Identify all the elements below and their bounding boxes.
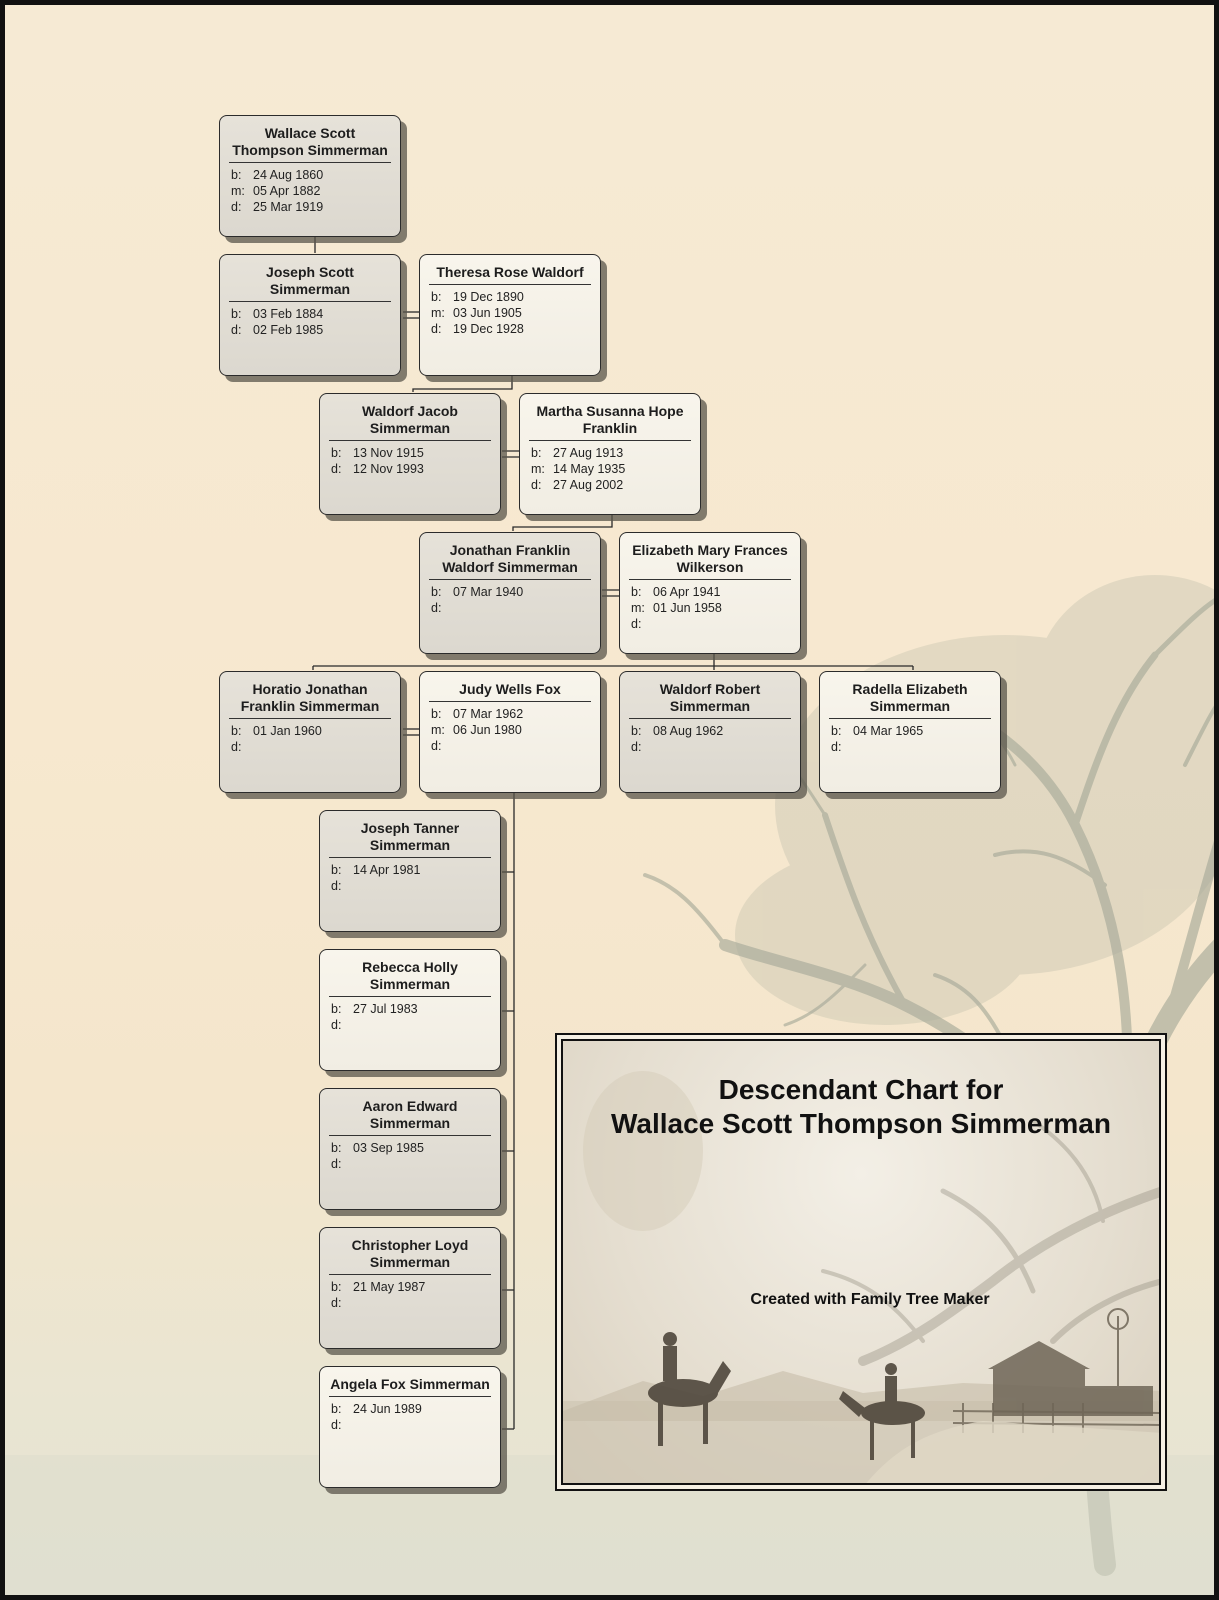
- fact-label: b:: [231, 168, 242, 182]
- fact-row: [531, 445, 700, 461]
- fact-value: 01 Jun 1958: [653, 601, 722, 615]
- fact-value: 06 Jun 1980: [453, 723, 522, 737]
- fact-row: [431, 289, 600, 305]
- person-facts: [331, 1001, 500, 1033]
- person-facts: [331, 1279, 500, 1311]
- fact-label: d:: [331, 1157, 342, 1171]
- fact-row: [531, 477, 700, 493]
- person-name: Waldorf Jacob Simmerman: [329, 403, 491, 441]
- fact-row: [331, 1295, 500, 1311]
- fact-row: [631, 739, 800, 755]
- person-facts: [231, 306, 400, 338]
- title-box: [555, 1033, 1167, 1491]
- fact-row: [331, 1017, 500, 1033]
- fact-label: m:: [431, 306, 445, 320]
- fact-label: d:: [631, 617, 642, 631]
- person-card-waldorf-robert[interactable]: [619, 671, 801, 793]
- person-facts: [431, 289, 600, 337]
- fact-value: 25 Mar 1919: [253, 200, 324, 214]
- person-facts: [231, 723, 400, 755]
- fact-row: [431, 738, 600, 754]
- fact-label: d:: [231, 200, 242, 214]
- fact-value: 21 May 1987: [353, 1280, 426, 1294]
- fact-label: d:: [431, 739, 442, 753]
- fact-label: b:: [331, 446, 342, 460]
- fact-label: b:: [431, 585, 442, 599]
- person-name: Angela Fox Simmerman: [329, 1376, 491, 1397]
- person-facts: [431, 706, 600, 754]
- fact-value: 03 Feb 1884: [253, 307, 324, 321]
- fact-label: b:: [331, 863, 342, 877]
- fact-row: [231, 199, 400, 215]
- person-name: Waldorf Robert Simmerman: [629, 681, 791, 719]
- person-name: Jonathan Franklin Waldorf Simmerman: [429, 542, 591, 580]
- fact-row: [331, 445, 500, 461]
- fact-label: m:: [631, 601, 645, 615]
- chart-title: [563, 1073, 1159, 1141]
- fact-row: [631, 616, 800, 632]
- fact-label: d:: [631, 740, 642, 754]
- person-name: Martha Susanna Hope Franklin: [529, 403, 691, 441]
- fact-label: b:: [331, 1402, 342, 1416]
- fact-row: [331, 862, 500, 878]
- fact-label: d:: [231, 323, 242, 337]
- person-name: Horatio Jonathan Franklin Simmerman: [229, 681, 391, 719]
- person-name: Christopher Loyd Simmerman: [329, 1237, 491, 1275]
- person-card-theresa[interactable]: [419, 254, 601, 376]
- person-name: Judy Wells Fox: [429, 681, 591, 702]
- fact-label: d:: [231, 740, 242, 754]
- fact-value: 19 Dec 1928: [453, 322, 524, 336]
- person-facts: [431, 584, 600, 616]
- fact-row: [231, 306, 400, 322]
- title-panel: [561, 1039, 1161, 1485]
- fact-row: [331, 1001, 500, 1017]
- fact-label: b:: [831, 724, 842, 738]
- fact-value: 13 Nov 1915: [353, 446, 424, 460]
- person-facts: [531, 445, 700, 493]
- person-card-aaron[interactable]: [319, 1088, 501, 1210]
- person-card-horatio[interactable]: [219, 671, 401, 793]
- person-name: Joseph Scott Simmerman: [229, 264, 391, 302]
- fact-label: b:: [631, 585, 642, 599]
- fact-row: [331, 461, 500, 477]
- fact-row: [831, 723, 1000, 739]
- fact-row: [431, 600, 600, 616]
- person-card-angela[interactable]: [319, 1366, 501, 1488]
- fact-label: d:: [331, 462, 342, 476]
- person-card-joseph-tanner[interactable]: [319, 810, 501, 932]
- fact-row: [331, 1279, 500, 1295]
- person-card-judy[interactable]: [419, 671, 601, 793]
- person-card-joseph[interactable]: [219, 254, 401, 376]
- fact-row: [331, 1417, 500, 1433]
- person-card-martha[interactable]: [519, 393, 701, 515]
- person-card-waldorf-jacob[interactable]: [319, 393, 501, 515]
- chart-title-line-2: Wallace Scott Thompson Simmerman: [611, 1108, 1111, 1139]
- fact-value: 07 Mar 1962: [453, 707, 524, 721]
- fact-value: 02 Feb 1985: [253, 323, 324, 337]
- fact-label: d:: [331, 1418, 342, 1432]
- person-card-rebecca[interactable]: [319, 949, 501, 1071]
- fact-label: d:: [831, 740, 842, 754]
- fact-label: b:: [531, 446, 542, 460]
- person-facts: [331, 1401, 500, 1433]
- person-name: Theresa Rose Waldorf: [429, 264, 591, 285]
- fact-row: [431, 722, 600, 738]
- person-card-jonathan[interactable]: [419, 532, 601, 654]
- fact-label: b:: [331, 1141, 342, 1155]
- fact-value: 27 Aug 2002: [553, 478, 624, 492]
- fact-label: d:: [431, 601, 442, 615]
- person-name: Joseph Tanner Simmerman: [329, 820, 491, 858]
- fact-row: [231, 183, 400, 199]
- person-facts: [231, 167, 400, 215]
- person-facts: [331, 862, 500, 894]
- fact-label: b:: [331, 1002, 342, 1016]
- person-facts: [831, 723, 1000, 755]
- person-facts: [631, 723, 800, 755]
- created-with-caption: Created with Family Tree Maker: [750, 1291, 990, 1308]
- fact-value: 04 Mar 1965: [853, 724, 924, 738]
- fact-value: 24 Aug 1860: [253, 168, 324, 182]
- fact-value: 05 Apr 1882: [253, 184, 321, 198]
- person-name: Rebecca Holly Simmerman: [329, 959, 491, 997]
- fact-row: [831, 739, 1000, 755]
- fact-value: 12 Nov 1993: [353, 462, 424, 476]
- person-facts: [631, 584, 800, 632]
- person-name: Aaron Edward Simmerman: [329, 1098, 491, 1136]
- fact-label: m:: [531, 462, 545, 476]
- fact-row: [431, 305, 600, 321]
- fact-row: [431, 584, 600, 600]
- fact-value: 24 Jun 1989: [353, 1402, 422, 1416]
- person-card-radella[interactable]: [819, 671, 1001, 793]
- fact-label: d:: [331, 1018, 342, 1032]
- person-name: Radella Elizabeth Simmerman: [829, 681, 991, 719]
- fact-row: [631, 600, 800, 616]
- fact-row: [231, 723, 400, 739]
- fact-value: 03 Sep 1985: [353, 1141, 424, 1155]
- fact-label: m:: [431, 723, 445, 737]
- fact-row: [331, 1401, 500, 1417]
- fact-label: d:: [331, 1296, 342, 1310]
- fact-label: d:: [331, 879, 342, 893]
- fact-value: 14 Apr 1981: [353, 863, 421, 877]
- person-name: Wallace Scott Thompson Simmerman: [229, 125, 391, 163]
- fact-row: [531, 461, 700, 477]
- fact-value: 27 Jul 1983: [353, 1002, 418, 1016]
- fact-row: [331, 1156, 500, 1172]
- fact-value: 19 Dec 1890: [453, 290, 524, 304]
- person-card-wallace[interactable]: [219, 115, 401, 237]
- fact-row: [231, 167, 400, 183]
- fact-value: 08 Aug 1962: [653, 724, 724, 738]
- person-name: Elizabeth Mary Frances Wilkerson: [629, 542, 791, 580]
- fact-value: 14 May 1935: [553, 462, 626, 476]
- fact-value: 03 Jun 1905: [453, 306, 522, 320]
- fact-label: b:: [631, 724, 642, 738]
- fact-row: [631, 723, 800, 739]
- fact-value: 07 Mar 1940: [453, 585, 524, 599]
- fact-label: b:: [331, 1280, 342, 1294]
- person-facts: [331, 1140, 500, 1172]
- person-facts: [331, 445, 500, 477]
- chart-title-line-1: Descendant Chart for: [718, 1074, 1004, 1105]
- fact-label: d:: [531, 478, 542, 492]
- person-card-christopher[interactable]: [319, 1227, 501, 1349]
- fact-label: m:: [231, 184, 245, 198]
- fact-row: [331, 1140, 500, 1156]
- fact-row: [331, 878, 500, 894]
- fact-row: [231, 322, 400, 338]
- fact-label: b:: [231, 724, 242, 738]
- fact-row: [431, 321, 600, 337]
- fact-value: 01 Jan 1960: [253, 724, 322, 738]
- fact-label: d:: [431, 322, 442, 336]
- fact-value: 27 Aug 1913: [553, 446, 624, 460]
- fact-row: [231, 739, 400, 755]
- fact-label: b:: [431, 707, 442, 721]
- fact-label: b:: [231, 307, 242, 321]
- person-card-elizabeth[interactable]: [619, 532, 801, 654]
- fact-value: 06 Apr 1941: [653, 585, 721, 599]
- fact-label: b:: [431, 290, 442, 304]
- fact-row: [631, 584, 800, 600]
- fact-row: [431, 706, 600, 722]
